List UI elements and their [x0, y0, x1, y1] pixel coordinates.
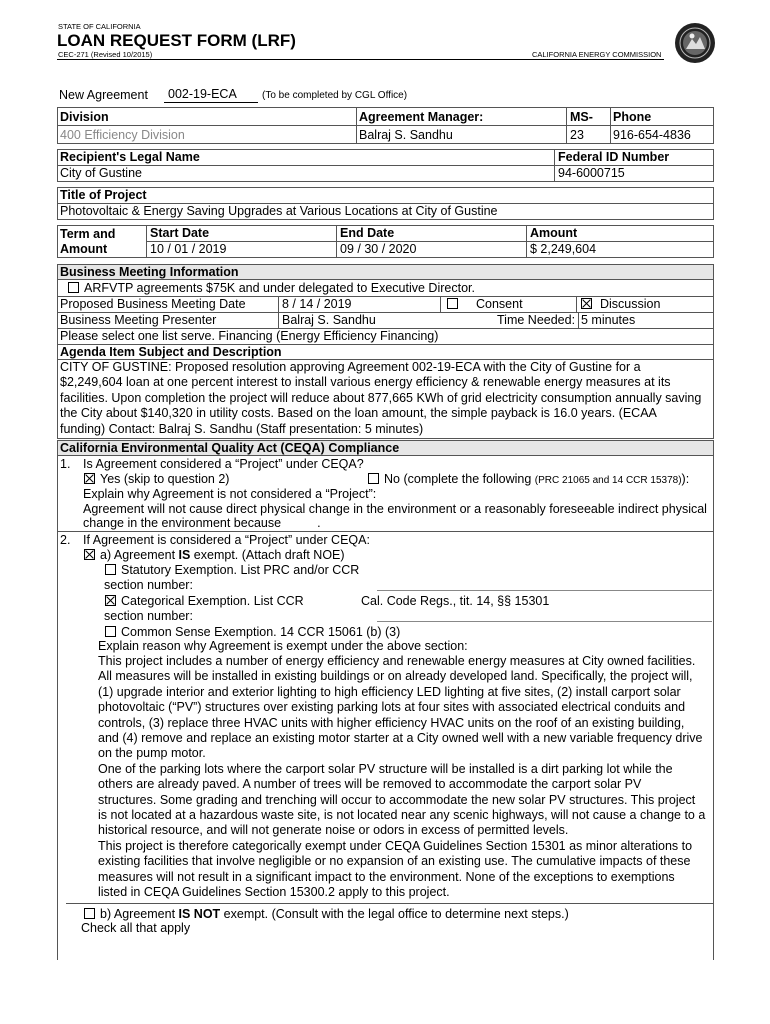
new-agreement-label: New Agreement: [59, 88, 148, 102]
categorical-value-field[interactable]: Cal. Code Regs., tit. 14, §§ 15301: [361, 594, 550, 608]
presenter-field[interactable]: Balraj S. Sandhu: [282, 313, 376, 327]
arfvtp-checkbox-row[interactable]: [68, 281, 475, 296]
q1-explain-label: Explain why Agreement is not considered a “Project”:: [83, 487, 377, 501]
project-title-field[interactable]: Photovoltaic & Energy Saving Upgrades at Various Locations at City of Gustine: [60, 204, 498, 218]
q2b-label: b) Agreement: [100, 907, 179, 921]
manager-field[interactable]: Balraj S. Sandhu: [359, 128, 453, 142]
state-seal-icon: [674, 22, 716, 64]
reason-line: (1) upgrade interior and exterior lighting to high efficiency LED lighting at five sites, (2) install carport solar: [98, 684, 681, 699]
statutory-option[interactable]: [105, 563, 359, 578]
common-sense-label: Common Sense Exemption. 14 CCR 15061 (b) (3): [121, 625, 401, 639]
form-number: CEC-271 (Revised 10/2015): [58, 50, 153, 59]
reason-line: controls, (3) replace three HVAC units with higher efficiency HVAC units on the roof of an existing building,: [98, 715, 685, 730]
q2-number: 2.: [60, 533, 71, 547]
division-label: Division: [60, 110, 109, 124]
q2b-post: exempt. (Consult with the legal office to determine next steps.): [220, 907, 569, 921]
q2a-post: exempt. (Attach draft NOE): [190, 548, 345, 562]
discussion-option[interactable]: [581, 297, 660, 312]
agreement-note: (To be completed by CGL Office): [262, 90, 408, 101]
reason-line: One of the parking lots where the carport solar PV structure will be installed is a dirt parking lot while the: [98, 761, 673, 776]
q1-reason-end: .: [317, 516, 321, 530]
header-rule: [57, 59, 664, 60]
reason-line: This project includes a number of energy efficiency and renewable energy measures at City owned facilities.: [98, 654, 696, 668]
statutory-label: Statutory Exemption. List PRC and/or CCR: [121, 563, 360, 577]
q2b-option[interactable]: [84, 907, 569, 922]
q2a-option[interactable]: [84, 548, 345, 563]
q1-reason-text-2[interactable]: [83, 516, 321, 531]
categorical-checkbox[interactable]: [105, 595, 116, 606]
q1-no-checkbox[interactable]: [368, 473, 379, 484]
start-date-field[interactable]: 10 / 01 / 2019: [150, 242, 227, 256]
consent-option[interactable]: [447, 297, 523, 312]
q2-question: If Agreement is considered a “Project” under CEQA:: [83, 533, 370, 547]
discussion-label: Discussion: [600, 297, 661, 311]
business-meeting-label: Business Meeting Information: [60, 265, 239, 279]
q1-reason-text[interactable]: Agreement will not cause direct physical change in the environment or a reasonably foreseeable indirect physical: [83, 502, 707, 516]
reason-line: existing facilities that involve negligible or no expansion of an existing use. The cumulative impacts of these: [98, 854, 691, 869]
q1-yes-checkbox[interactable]: [84, 473, 95, 484]
presenter-label: Business Meeting Presenter: [60, 313, 217, 327]
reason-line: All measures will be installed in existing buildings or on already developed land. Specifically, the project will,: [98, 669, 693, 684]
categorical-option[interactable]: [105, 594, 304, 609]
proposed-date-field[interactable]: 8 / 14 / 2019: [282, 297, 352, 311]
form-title: LOAN REQUEST FORM (LRF): [57, 31, 296, 50]
discussion-checkbox[interactable]: [581, 298, 592, 309]
agenda-description[interactable]: [60, 360, 712, 437]
q1-number: 1.: [60, 457, 71, 471]
categorical-section-line[interactable]: [377, 621, 712, 622]
consent-label: Consent: [476, 297, 523, 311]
statutory-section-line[interactable]: [377, 590, 712, 591]
common-sense-option[interactable]: [105, 625, 400, 640]
time-needed-field[interactable]: 5 minutes: [581, 313, 636, 327]
reason-line: listed in CEQA Guidelines Section 15300.2 apply to this project.: [98, 885, 450, 900]
arfvtp-checkbox[interactable]: [68, 282, 79, 293]
state-label: STATE OF CALIFORNIA: [58, 22, 141, 31]
federal-id-field[interactable]: 94-6000715: [558, 166, 625, 180]
q1-yes-option[interactable]: [84, 472, 229, 487]
federal-id-label: Federal ID Number: [558, 150, 670, 164]
ceqa-label: California Environmental Quality Act (CEQA) Compliance: [60, 441, 400, 455]
reason-line: photovoltaic (“PV”) structures over existing parking lots at four sites with associated electrical conduits and: [98, 700, 686, 715]
end-date-field[interactable]: 09 / 30 / 2020: [340, 242, 417, 256]
amount-label: Amount: [530, 226, 578, 240]
agenda-line: CITY OF GUSTINE: Proposed resolution approving Agreement 002-19-ECA with the City of Gustine for a: [60, 360, 641, 374]
consent-checkbox[interactable]: [447, 298, 458, 309]
proposed-date-label: Proposed Business Meeting Date: [60, 297, 246, 311]
manager-label: Agreement Manager:: [359, 110, 484, 124]
q1-no-ref: (PRC 21065 and 14 CCR 15378): [534, 475, 682, 486]
categorical-section-label: section number:: [104, 609, 193, 623]
exempt-reason-text[interactable]: [98, 654, 713, 901]
start-date-label: Start Date: [150, 226, 210, 240]
arfvtp-label: ARFVTP agreements $75K and under delegated to Executive Director.: [84, 281, 475, 295]
q1-question: Is Agreement considered a “Project” under CEQA?: [83, 457, 364, 471]
q2b-not: IS NOT: [178, 907, 221, 921]
categorical-label: Categorical Exemption. List CCR: [121, 594, 304, 608]
reason-line: is not located at a hazardous waste site, is not located near any scenic highways, will not cause a change to a: [98, 808, 706, 823]
q1-reason-line: change in the environment because: [83, 516, 282, 530]
q2b-checkbox[interactable]: [84, 908, 95, 919]
division-select[interactable]: 400 Efficiency Division: [60, 128, 185, 142]
reason-line: structures. Some grading and trenching will occur to accommodate the new solar PV structures. This project: [98, 792, 696, 807]
reason-line: on the pump motor.: [98, 746, 206, 761]
agenda-line: funding) Contact: Balraj S. Sandhu (Staff presentation: 5 minutes): [60, 421, 424, 436]
q1-no-label: No (complete the following: [384, 472, 532, 486]
reason-line: others are already paved. A number of trees will be removed to accommodate the carport solar PV: [98, 777, 642, 792]
recipient-label: Recipient's Legal Name: [60, 150, 200, 164]
statutory-section-label: section number:: [104, 578, 193, 592]
phone-label: Phone: [613, 110, 652, 124]
recipient-field[interactable]: City of Gustine: [60, 166, 142, 180]
q1-no-option[interactable]: [368, 472, 689, 488]
agenda-line: $2,249,604 loan at one percent interest to install various energy efficiency & renewable energy measures at its: [60, 375, 671, 390]
ms-label: MS-: [570, 110, 593, 124]
phone-field[interactable]: 916-654-4836: [613, 128, 691, 142]
agenda-line: facilities. Upon completion the project will reduce about 877,665 KWh of grid electricity consumption annually saving: [60, 390, 702, 405]
term-label: Term and: [60, 227, 116, 241]
agreement-number-field[interactable]: 002-19-ECA: [164, 87, 258, 103]
end-date-label: End Date: [340, 226, 395, 240]
reason-line: This project is therefore categorically exempt under CEQA Guidelines Section 15301 as minor alterations to: [98, 838, 693, 853]
time-needed-label: Time Needed:: [497, 313, 576, 327]
agenda-label: Agenda Item Subject and Description: [60, 345, 282, 359]
check-all-label: Check all that apply: [81, 921, 191, 935]
reason-line: and (4) remove and replace an existing motor starter at a City owned well with a new variable frequency drive: [98, 731, 703, 746]
list-serve-select[interactable]: Please select one list serve. Financing (Energy Efficiency Financing): [60, 329, 439, 343]
statutory-checkbox[interactable]: [105, 564, 116, 575]
project-title-label: Title of Project: [60, 188, 147, 202]
q2a-is: IS: [178, 548, 191, 562]
reason-line: measures will not result in a significant impact to the environment. None of the exceptions to exemptions: [98, 869, 675, 884]
amount-field[interactable]: $ 2,249,604: [530, 242, 597, 256]
reason-line: historical resource, and will not generate noise or odors in excess of permitted levels.: [98, 823, 569, 838]
agenda-line: the City about $140,320 in utility costs. Based on the loan amount, the simple payback is 16.0 years. (ECAA: [60, 406, 657, 421]
q1-yes-label: Yes (skip to question 2): [100, 472, 230, 486]
q1-no-end: ):: [681, 472, 690, 486]
common-sense-checkbox[interactable]: [105, 626, 116, 637]
q2a-checkbox[interactable]: [84, 549, 95, 560]
explain-exempt-label: Explain reason why Agreement is exempt under the above section:: [98, 639, 468, 653]
agency-name: CALIFORNIA ENERGY COMMISSION: [532, 50, 662, 59]
ms-field[interactable]: 23: [570, 128, 584, 142]
q2a-label: a) Agreement: [100, 548, 179, 562]
amount-label-left: Amount: [60, 242, 108, 256]
